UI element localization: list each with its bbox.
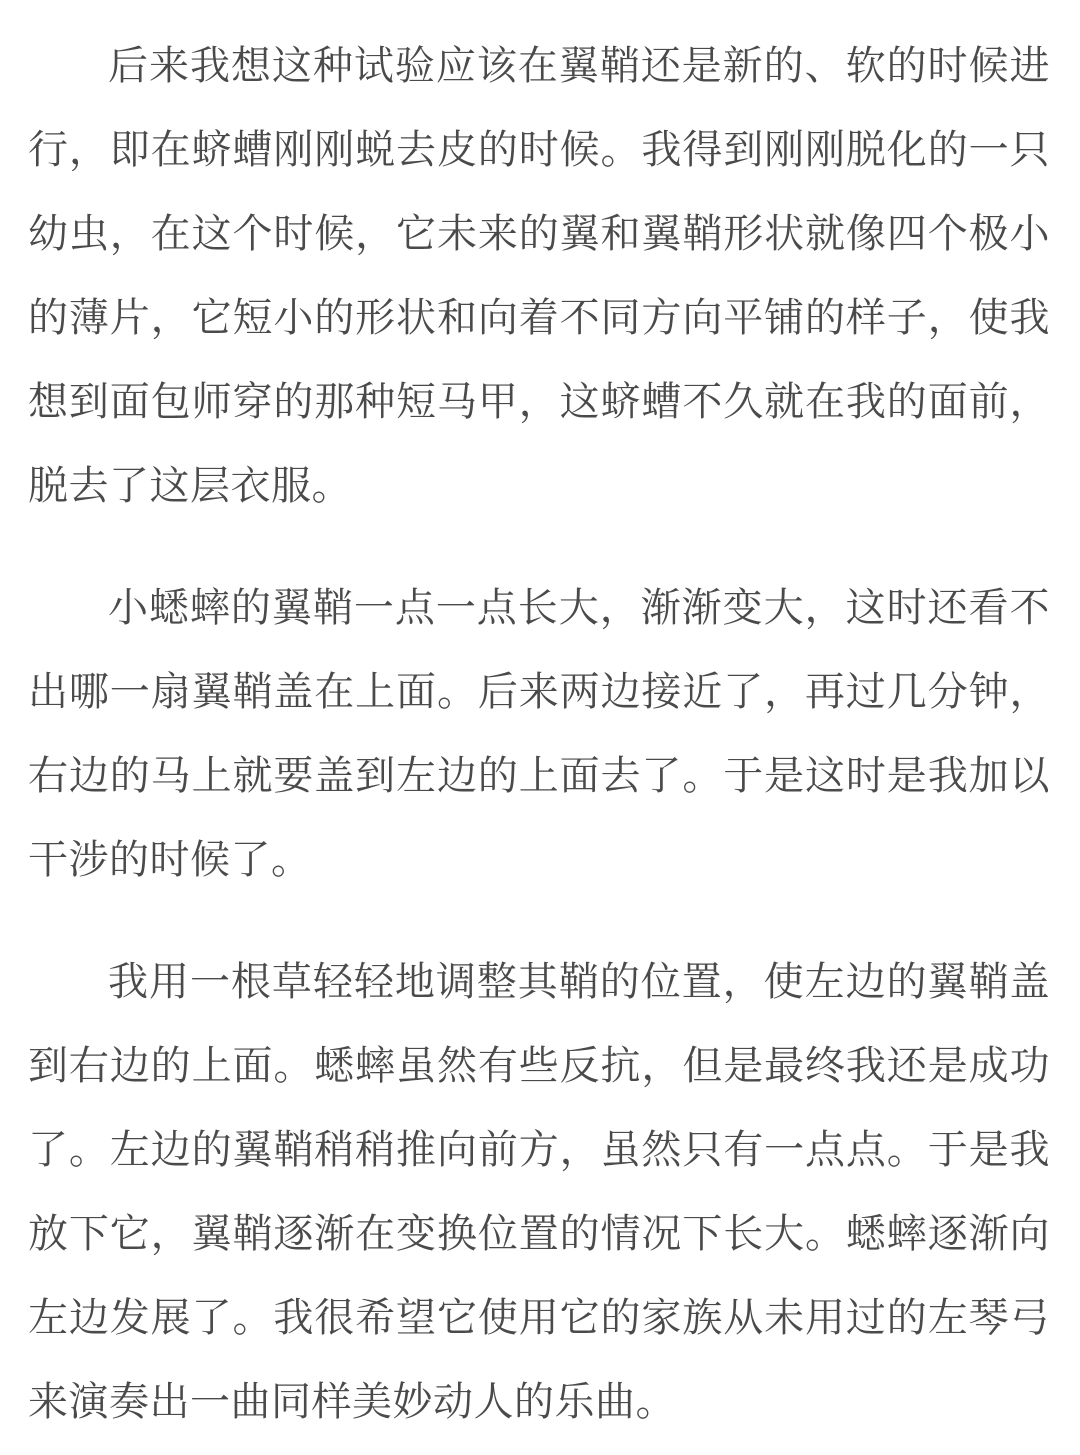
- paragraph-2: 小蟋蟀的翼鞘一点一点长大，渐渐变大，这时还看不出哪一扇翼鞘盖在上面。后来两边接近了，再过几分钟，右边的马上就要盖到左边的上面去了。于是这时是我加以干涉的时候了。: [28, 586, 1050, 882]
- paragraph-3: 我用一根草轻轻地调整其鞘的位置，使左边的翼鞘盖到右边的上面。蟋蟀虽然有些反抗，但是最终我还是成功了。左边的翼鞘稍稍推向前方，虽然只有一点点。于是我放下它，翼鞘逐渐在变换位置的情况下长大。蟋蟀逐渐向左边发展了。我很希望它使用它的家族从未用过的左琴弓来演奏出一曲同样美妙动人的乐曲。: [28, 960, 1050, 1424]
- paragraph-1: 后来我想这种试验应该在翼鞘还是新的、软的时候进行，即在蛴螬刚刚蜕去皮的时候。我得到刚刚脱化的一只幼虫，在这个时候，它未来的翼和翼鞘形状就像四个极小的薄片，它短小的形状和向着不同方向平铺的样子，使我想到面包师穿的那种短马甲，这蛴螬不久就在我的面前，脱去了这层衣服。: [28, 44, 1050, 508]
